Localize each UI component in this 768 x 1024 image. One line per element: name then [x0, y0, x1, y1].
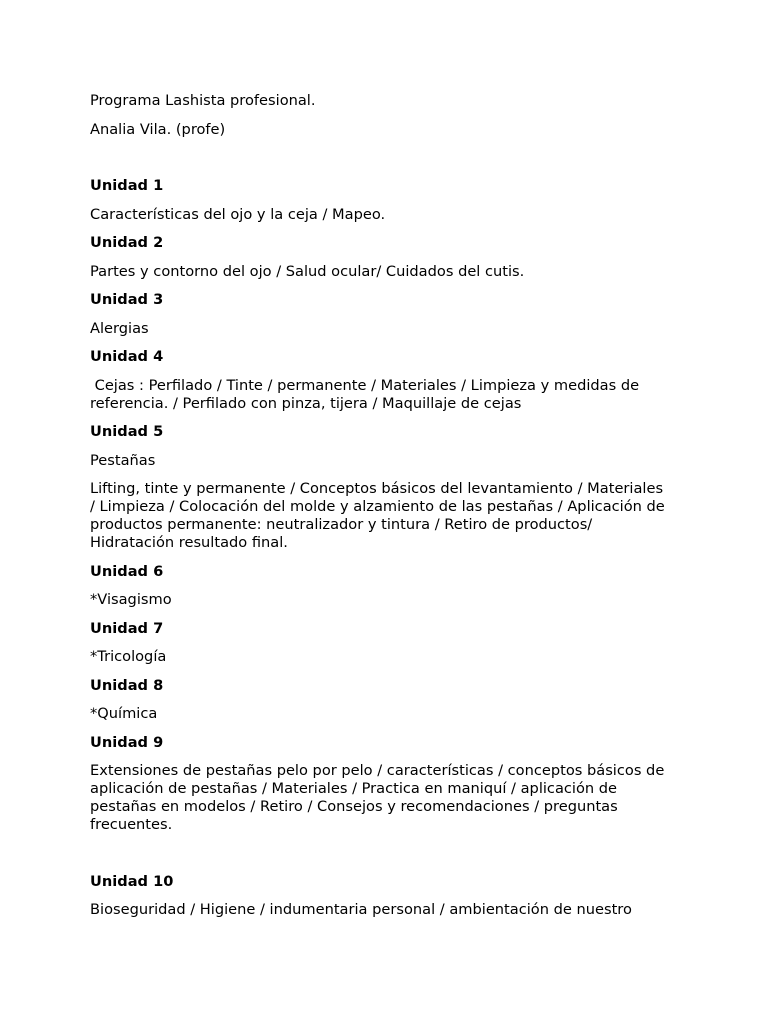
unit-5-heading: Unidad 5 [90, 423, 164, 440]
unit-7-text: *Tricología [90, 648, 167, 665]
unit-9-heading: Unidad 9 [90, 733, 164, 751]
unit-8-heading: Unidad 8 [90, 676, 164, 694]
unit-5-text: Lifting, tinte y permanente / Conceptos básicos del levantamiento / Materiales / Limpieza / Colocación del molde y alzamiento de las pestañas / Aplicación de productos permanente: neutralizador y tintura / Retiro de productos/ Hidratación resultado final. [90, 480, 670, 551]
unit-1-heading: Unidad 1 [90, 177, 164, 194]
unit-8-text: *Química [90, 705, 158, 722]
unit-3-text: Alergias [90, 319, 149, 337]
unit-3-heading: Unidad 3 [90, 291, 164, 308]
document-title: Programa Lashista profesional. [90, 92, 316, 109]
unit-4-text: Cejas : Perfilado / Tinte / permanente / Materiales / Limpieza y medidas de referencia. / Perfilado con pinza, tijera / Maquillaje de cejas [90, 376, 644, 412]
unit-7-heading: Unidad 7 [90, 619, 164, 637]
unit-10-heading: Unidad 10 [90, 872, 174, 890]
unit-6-text: *Visagismo [90, 591, 172, 608]
document-body [90, 92, 670, 930]
unit-5-subtitle: Pestañas [90, 451, 156, 469]
unit-9-text: Extensiones de pestañas pelo por pelo / características / conceptos básicos de aplicación de pestañas / Materiales / Practica en maniquí / aplicación de pestañas en modelos / Retiro / Consejos y recomendaciones / preguntas frecuentes. [90, 762, 669, 833]
unit-2-text: Partes y contorno del ojo / Salud ocular/ Cuidados del cutis. [90, 262, 525, 280]
blank-line [90, 149, 670, 177]
unit-4-heading: Unidad 4 [90, 348, 164, 365]
blank-line [90, 845, 670, 873]
unit-2-heading: Unidad 2 [90, 234, 164, 251]
unit-6-heading: Unidad 6 [90, 562, 164, 580]
unit-10-text: Bioseguridad / Higiene / indumentaria personal / ambientación de nuestro [90, 901, 632, 918]
unit-1-text: Características del ojo y la ceja / Mapeo. [90, 205, 386, 223]
document-author: Analia Vila. (profe) [90, 120, 226, 138]
